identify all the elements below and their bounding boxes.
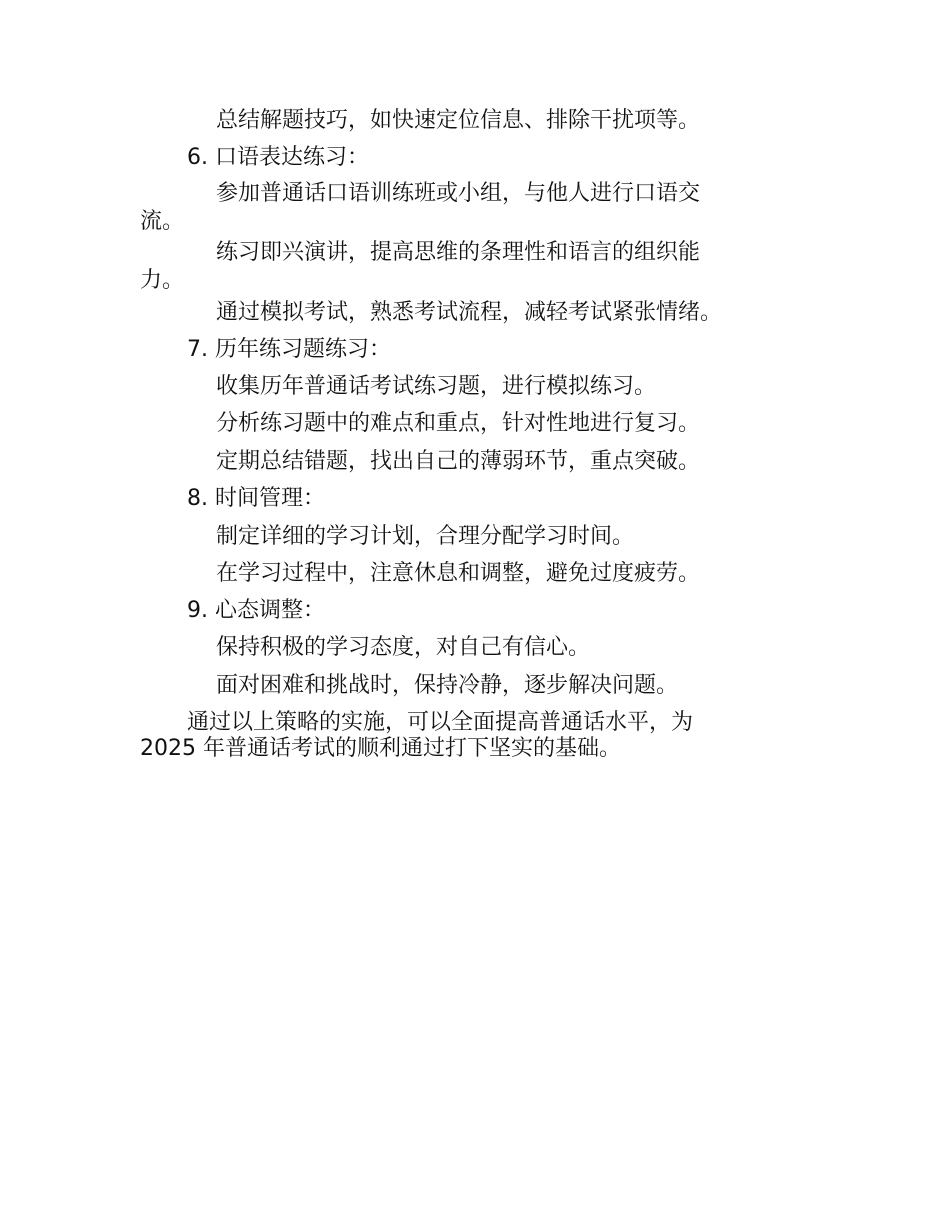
closing-line-2: 2025 年普通话考试的顺利通过打下坚实的基础。	[140, 736, 621, 761]
section-heading-8: 8. 时间管理：	[187, 486, 325, 511]
closing-paragraph	[140, 710, 693, 762]
list-item-line-continued: 流。	[140, 209, 185, 234]
section-heading-6: 6. 口语表达练习：	[187, 145, 369, 170]
list-item: 定期总结错题，找出自己的薄弱环节，重点突破。	[216, 449, 701, 474]
list-item: 在学习过程中，注意休息和调整，避免过度疲劳。	[216, 561, 701, 586]
list-item-line: 参加普通话口语训练班或小组，与他人进行口语交	[216, 181, 701, 206]
list-item	[140, 180, 700, 236]
list-item: 通过模拟考试，熟悉考试流程，减轻考试紧张情绪。	[216, 300, 723, 325]
list-item: 面对困难和挑战时，保持冷静，逐步解决问题。	[216, 673, 679, 698]
section-heading-9: 9. 心态调整：	[187, 598, 325, 623]
tip-line: 总结解题技巧，如快速定位信息、排除干扰项等。	[216, 108, 701, 133]
list-item-line: 练习即兴演讲，提高思维的条理性和语言的组织能	[216, 240, 701, 265]
list-item	[140, 239, 700, 295]
closing-line-1: 通过以上策略的实施，可以全面提高普通话水平，为	[187, 710, 694, 735]
list-item: 分析练习题中的难点和重点，针对性地进行复习。	[216, 411, 701, 436]
list-item: 制定详细的学习计划，合理分配学习时间。	[216, 524, 635, 549]
list-item: 收集历年普通话考试练习题，进行模拟练习。	[216, 374, 657, 399]
section-heading-7: 7. 历年练习题练习：	[187, 337, 391, 362]
list-item: 保持积极的学习态度，对自己有信心。	[216, 635, 591, 660]
list-item-line-continued: 力。	[140, 268, 185, 293]
